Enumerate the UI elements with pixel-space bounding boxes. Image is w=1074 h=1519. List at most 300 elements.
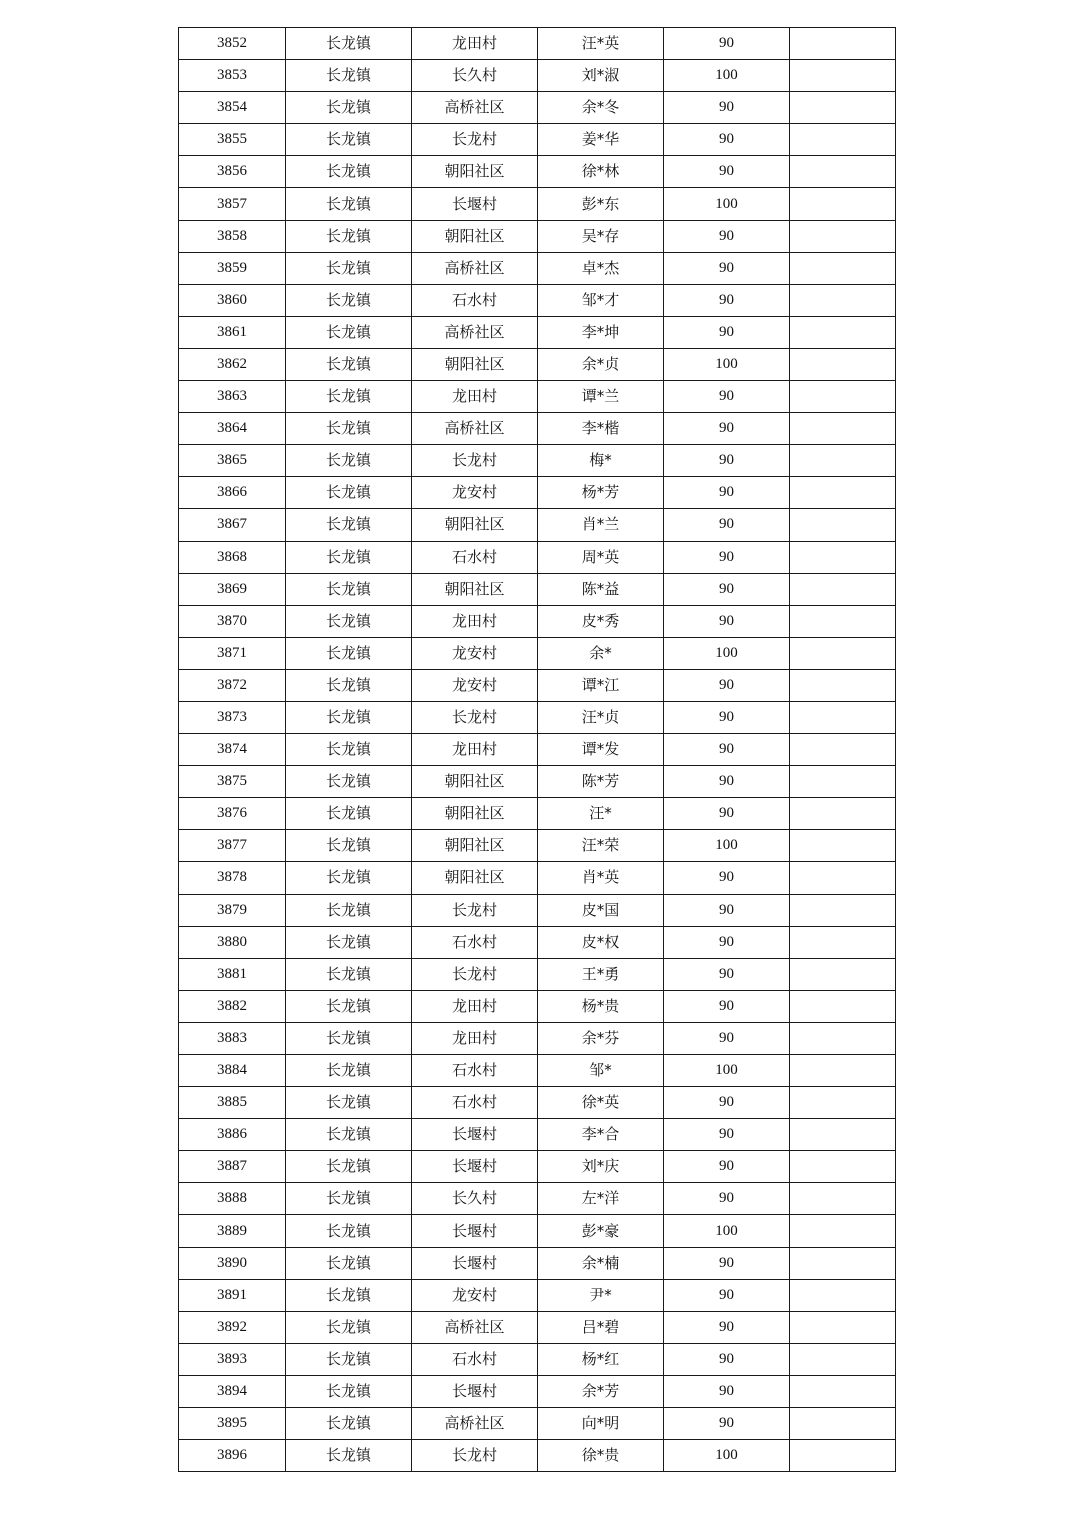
- cell-amount: 90: [664, 92, 790, 124]
- cell-serial-number: 3878: [179, 862, 286, 894]
- table-row: [179, 1022, 896, 1054]
- cell-village: 龙田村: [412, 1022, 538, 1054]
- cell-serial-number: 3876: [179, 798, 286, 830]
- cell-person-name: 陈*芳: [538, 766, 664, 798]
- cell-serial-number: 3872: [179, 669, 286, 701]
- cell-serial-number: 3887: [179, 1151, 286, 1183]
- table-row: [179, 1151, 896, 1183]
- table-row: [179, 798, 896, 830]
- cell-village: 高桥社区: [412, 92, 538, 124]
- table-row: [179, 477, 896, 509]
- cell-town: 长龙镇: [286, 1183, 412, 1215]
- cell-town: 长龙镇: [286, 1279, 412, 1311]
- cell-note: [790, 958, 896, 990]
- cell-village: 高桥社区: [412, 316, 538, 348]
- cell-village: 朝阳社区: [412, 798, 538, 830]
- cell-town: 长龙镇: [286, 1215, 412, 1247]
- cell-serial-number: 3857: [179, 188, 286, 220]
- cell-person-name: 汪*贞: [538, 701, 664, 733]
- table-row: [179, 60, 896, 92]
- cell-village: 石水村: [412, 1055, 538, 1087]
- cell-serial-number: 3860: [179, 284, 286, 316]
- cell-person-name: 肖*兰: [538, 509, 664, 541]
- cell-amount: 90: [664, 1408, 790, 1440]
- table-row: [179, 381, 896, 413]
- cell-amount: 90: [664, 445, 790, 477]
- cell-serial-number: 3875: [179, 766, 286, 798]
- cell-amount: 90: [664, 381, 790, 413]
- cell-person-name: 杨*贵: [538, 990, 664, 1022]
- cell-amount: 100: [664, 1055, 790, 1087]
- cell-village: 龙安村: [412, 637, 538, 669]
- cell-note: [790, 1022, 896, 1054]
- cell-amount: 90: [664, 1119, 790, 1151]
- cell-village: 长龙村: [412, 894, 538, 926]
- cell-person-name: 皮*秀: [538, 605, 664, 637]
- cell-amount: 90: [664, 1279, 790, 1311]
- table-row: [179, 348, 896, 380]
- cell-note: [790, 124, 896, 156]
- cell-person-name: 姜*华: [538, 124, 664, 156]
- cell-town: 长龙镇: [286, 1440, 412, 1472]
- cell-town: 长龙镇: [286, 1311, 412, 1343]
- cell-note: [790, 445, 896, 477]
- table-row: [179, 766, 896, 798]
- cell-note: [790, 348, 896, 380]
- cell-serial-number: 3852: [179, 28, 286, 60]
- cell-serial-number: 3855: [179, 124, 286, 156]
- cell-person-name: 邹*才: [538, 284, 664, 316]
- cell-village: 龙安村: [412, 1279, 538, 1311]
- cell-note: [790, 1408, 896, 1440]
- cell-person-name: 王*勇: [538, 958, 664, 990]
- cell-person-name: 谭*发: [538, 734, 664, 766]
- table-row: [179, 573, 896, 605]
- table-row: [179, 1440, 896, 1472]
- cell-note: [790, 1279, 896, 1311]
- cell-village: 长堰村: [412, 1119, 538, 1151]
- cell-person-name: 皮*国: [538, 894, 664, 926]
- cell-town: 长龙镇: [286, 701, 412, 733]
- cell-serial-number: 3868: [179, 541, 286, 573]
- cell-amount: 90: [664, 798, 790, 830]
- cell-person-name: 汪*英: [538, 28, 664, 60]
- cell-village: 朝阳社区: [412, 220, 538, 252]
- cell-serial-number: 3874: [179, 734, 286, 766]
- cell-village: 龙田村: [412, 28, 538, 60]
- table-row: [179, 1087, 896, 1119]
- table-row: [179, 830, 896, 862]
- cell-village: 长堰村: [412, 1247, 538, 1279]
- cell-town: 长龙镇: [286, 124, 412, 156]
- table-row: [179, 958, 896, 990]
- cell-village: 朝阳社区: [412, 509, 538, 541]
- cell-note: [790, 573, 896, 605]
- cell-person-name: 谭*兰: [538, 381, 664, 413]
- cell-note: [790, 477, 896, 509]
- cell-village: 龙安村: [412, 669, 538, 701]
- cell-village: 高桥社区: [412, 413, 538, 445]
- cell-amount: 90: [664, 220, 790, 252]
- cell-person-name: 余*: [538, 637, 664, 669]
- table-row: [179, 1247, 896, 1279]
- cell-village: 朝阳社区: [412, 156, 538, 188]
- cell-amount: 100: [664, 348, 790, 380]
- cell-town: 长龙镇: [286, 156, 412, 188]
- cell-amount: 90: [664, 958, 790, 990]
- cell-town: 长龙镇: [286, 637, 412, 669]
- cell-note: [790, 1119, 896, 1151]
- cell-village: 龙田村: [412, 381, 538, 413]
- cell-village: 龙田村: [412, 605, 538, 637]
- cell-person-name: 谭*江: [538, 669, 664, 701]
- table-row: [179, 316, 896, 348]
- cell-town: 长龙镇: [286, 445, 412, 477]
- cell-serial-number: 3885: [179, 1087, 286, 1119]
- cell-person-name: 汪*荣: [538, 830, 664, 862]
- table-row: [179, 156, 896, 188]
- cell-village: 石水村: [412, 284, 538, 316]
- cell-village: 高桥社区: [412, 252, 538, 284]
- cell-amount: 90: [664, 541, 790, 573]
- cell-person-name: 余*贞: [538, 348, 664, 380]
- cell-town: 长龙镇: [286, 1055, 412, 1087]
- cell-town: 长龙镇: [286, 188, 412, 220]
- cell-amount: 90: [664, 894, 790, 926]
- cell-town: 长龙镇: [286, 60, 412, 92]
- table-row: [179, 990, 896, 1022]
- cell-note: [790, 541, 896, 573]
- cell-amount: 90: [664, 1087, 790, 1119]
- cell-person-name: 尹*: [538, 1279, 664, 1311]
- table-row: [179, 220, 896, 252]
- cell-note: [790, 188, 896, 220]
- cell-note: [790, 830, 896, 862]
- cell-village: 龙田村: [412, 990, 538, 1022]
- cell-note: [790, 605, 896, 637]
- cell-serial-number: 3883: [179, 1022, 286, 1054]
- cell-person-name: 彭*东: [538, 188, 664, 220]
- cell-town: 长龙镇: [286, 1087, 412, 1119]
- table-row: [179, 862, 896, 894]
- cell-person-name: 余*冬: [538, 92, 664, 124]
- cell-person-name: 皮*权: [538, 926, 664, 958]
- cell-person-name: 徐*林: [538, 156, 664, 188]
- cell-amount: 90: [664, 413, 790, 445]
- cell-serial-number: 3858: [179, 220, 286, 252]
- table-row: [179, 926, 896, 958]
- table-row: [179, 541, 896, 573]
- cell-note: [790, 1375, 896, 1407]
- cell-serial-number: 3873: [179, 701, 286, 733]
- cell-town: 长龙镇: [286, 573, 412, 605]
- cell-note: [790, 156, 896, 188]
- cell-village: 长久村: [412, 1183, 538, 1215]
- cell-person-name: 陈*益: [538, 573, 664, 605]
- cell-note: [790, 1087, 896, 1119]
- table-row: [179, 1408, 896, 1440]
- cell-note: [790, 316, 896, 348]
- cell-town: 长龙镇: [286, 605, 412, 637]
- cell-serial-number: 3869: [179, 573, 286, 605]
- cell-serial-number: 3877: [179, 830, 286, 862]
- cell-note: [790, 92, 896, 124]
- cell-amount: 100: [664, 830, 790, 862]
- cell-amount: 90: [664, 477, 790, 509]
- cell-serial-number: 3893: [179, 1343, 286, 1375]
- table-row: [179, 445, 896, 477]
- cell-person-name: 余*芬: [538, 1022, 664, 1054]
- cell-note: [790, 1343, 896, 1375]
- cell-village: 长龙村: [412, 958, 538, 990]
- table-row: [179, 28, 896, 60]
- cell-village: 龙安村: [412, 477, 538, 509]
- cell-town: 长龙镇: [286, 92, 412, 124]
- cell-serial-number: 3884: [179, 1055, 286, 1087]
- cell-serial-number: 3892: [179, 1311, 286, 1343]
- cell-serial-number: 3890: [179, 1247, 286, 1279]
- cell-amount: 90: [664, 605, 790, 637]
- cell-village: 朝阳社区: [412, 862, 538, 894]
- table-row: [179, 1343, 896, 1375]
- cell-note: [790, 894, 896, 926]
- cell-village: 长堰村: [412, 1151, 538, 1183]
- cell-serial-number: 3886: [179, 1119, 286, 1151]
- cell-amount: 100: [664, 637, 790, 669]
- cell-person-name: 徐*贵: [538, 1440, 664, 1472]
- cell-amount: 90: [664, 1247, 790, 1279]
- cell-person-name: 肖*英: [538, 862, 664, 894]
- cell-person-name: 李*合: [538, 1119, 664, 1151]
- cell-note: [790, 220, 896, 252]
- cell-village: 龙田村: [412, 734, 538, 766]
- table-row: [179, 1375, 896, 1407]
- cell-amount: 100: [664, 60, 790, 92]
- table-row: [179, 1055, 896, 1087]
- cell-village: 高桥社区: [412, 1311, 538, 1343]
- cell-person-name: 余*芳: [538, 1375, 664, 1407]
- cell-person-name: 汪*: [538, 798, 664, 830]
- cell-village: 长龙村: [412, 701, 538, 733]
- cell-serial-number: 3856: [179, 156, 286, 188]
- cell-note: [790, 1151, 896, 1183]
- cell-serial-number: 3864: [179, 413, 286, 445]
- cell-person-name: 向*明: [538, 1408, 664, 1440]
- table-row: [179, 1311, 896, 1343]
- cell-amount: 90: [664, 573, 790, 605]
- cell-note: [790, 252, 896, 284]
- table-row: [179, 284, 896, 316]
- cell-serial-number: 3879: [179, 894, 286, 926]
- table-row: [179, 605, 896, 637]
- cell-serial-number: 3863: [179, 381, 286, 413]
- table-row: [179, 669, 896, 701]
- cell-town: 长龙镇: [286, 1151, 412, 1183]
- table-row: [179, 701, 896, 733]
- cell-note: [790, 862, 896, 894]
- cell-person-name: 左*洋: [538, 1183, 664, 1215]
- cell-person-name: 彭*豪: [538, 1215, 664, 1247]
- cell-village: 长堰村: [412, 188, 538, 220]
- cell-person-name: 余*楠: [538, 1247, 664, 1279]
- table-body: [179, 28, 896, 1472]
- cell-note: [790, 701, 896, 733]
- cell-note: [790, 284, 896, 316]
- cell-town: 长龙镇: [286, 509, 412, 541]
- table-row: [179, 1215, 896, 1247]
- cell-town: 长龙镇: [286, 1119, 412, 1151]
- cell-person-name: 卓*杰: [538, 252, 664, 284]
- cell-serial-number: 3862: [179, 348, 286, 380]
- cell-amount: 100: [664, 188, 790, 220]
- cell-serial-number: 3895: [179, 1408, 286, 1440]
- table-row: [179, 637, 896, 669]
- cell-village: 长龙村: [412, 124, 538, 156]
- cell-town: 长龙镇: [286, 28, 412, 60]
- cell-amount: 90: [664, 1311, 790, 1343]
- cell-person-name: 徐*英: [538, 1087, 664, 1119]
- cell-serial-number: 3888: [179, 1183, 286, 1215]
- cell-note: [790, 1055, 896, 1087]
- cell-serial-number: 3871: [179, 637, 286, 669]
- cell-person-name: 杨*红: [538, 1343, 664, 1375]
- cell-amount: 90: [664, 284, 790, 316]
- cell-amount: 90: [664, 509, 790, 541]
- cell-amount: 90: [664, 1022, 790, 1054]
- cell-amount: 100: [664, 1440, 790, 1472]
- cell-amount: 90: [664, 926, 790, 958]
- cell-amount: 100: [664, 1215, 790, 1247]
- cell-town: 长龙镇: [286, 477, 412, 509]
- cell-serial-number: 3896: [179, 1440, 286, 1472]
- table-row: [179, 1119, 896, 1151]
- cell-serial-number: 3854: [179, 92, 286, 124]
- cell-town: 长龙镇: [286, 669, 412, 701]
- cell-village: 长龙村: [412, 1440, 538, 1472]
- cell-amount: 90: [664, 862, 790, 894]
- cell-person-name: 杨*芳: [538, 477, 664, 509]
- cell-amount: 90: [664, 701, 790, 733]
- cell-serial-number: 3880: [179, 926, 286, 958]
- cell-amount: 90: [664, 1151, 790, 1183]
- cell-serial-number: 3889: [179, 1215, 286, 1247]
- cell-town: 长龙镇: [286, 381, 412, 413]
- cell-town: 长龙镇: [286, 1408, 412, 1440]
- cell-serial-number: 3866: [179, 477, 286, 509]
- cell-note: [790, 60, 896, 92]
- cell-town: 长龙镇: [286, 1247, 412, 1279]
- cell-town: 长龙镇: [286, 862, 412, 894]
- cell-village: 朝阳社区: [412, 348, 538, 380]
- cell-serial-number: 3859: [179, 252, 286, 284]
- cell-note: [790, 1311, 896, 1343]
- cell-serial-number: 3891: [179, 1279, 286, 1311]
- cell-town: 长龙镇: [286, 798, 412, 830]
- cell-town: 长龙镇: [286, 1022, 412, 1054]
- cell-person-name: 邹*: [538, 1055, 664, 1087]
- cell-town: 长龙镇: [286, 734, 412, 766]
- cell-note: [790, 1183, 896, 1215]
- cell-village: 朝阳社区: [412, 573, 538, 605]
- cell-amount: 90: [664, 28, 790, 60]
- cell-person-name: 李*坤: [538, 316, 664, 348]
- cell-serial-number: 3870: [179, 605, 286, 637]
- cell-person-name: 吕*碧: [538, 1311, 664, 1343]
- cell-town: 长龙镇: [286, 926, 412, 958]
- cell-town: 长龙镇: [286, 284, 412, 316]
- cell-note: [790, 1247, 896, 1279]
- cell-town: 长龙镇: [286, 1343, 412, 1375]
- cell-person-name: 刘*庆: [538, 1151, 664, 1183]
- cell-village: 高桥社区: [412, 1408, 538, 1440]
- cell-village: 朝阳社区: [412, 766, 538, 798]
- cell-town: 长龙镇: [286, 413, 412, 445]
- table-row: [179, 413, 896, 445]
- cell-serial-number: 3882: [179, 990, 286, 1022]
- cell-town: 长龙镇: [286, 252, 412, 284]
- data-table: [178, 27, 896, 1472]
- cell-town: 长龙镇: [286, 958, 412, 990]
- cell-village: 石水村: [412, 1087, 538, 1119]
- cell-town: 长龙镇: [286, 348, 412, 380]
- table-row: [179, 894, 896, 926]
- cell-town: 长龙镇: [286, 316, 412, 348]
- cell-village: 长久村: [412, 60, 538, 92]
- cell-serial-number: 3894: [179, 1375, 286, 1407]
- cell-note: [790, 990, 896, 1022]
- cell-person-name: 吴*存: [538, 220, 664, 252]
- cell-village: 长龙村: [412, 445, 538, 477]
- cell-town: 长龙镇: [286, 990, 412, 1022]
- cell-note: [790, 413, 896, 445]
- table-row: [179, 1183, 896, 1215]
- cell-person-name: 周*英: [538, 541, 664, 573]
- cell-amount: 90: [664, 252, 790, 284]
- cell-amount: 90: [664, 156, 790, 188]
- table-row: [179, 252, 896, 284]
- cell-amount: 90: [664, 1375, 790, 1407]
- table-row: [179, 509, 896, 541]
- cell-note: [790, 509, 896, 541]
- table-row: [179, 1279, 896, 1311]
- cell-serial-number: 3867: [179, 509, 286, 541]
- cell-town: 长龙镇: [286, 220, 412, 252]
- cell-village: 石水村: [412, 541, 538, 573]
- cell-serial-number: 3881: [179, 958, 286, 990]
- cell-village: 石水村: [412, 1343, 538, 1375]
- cell-amount: 90: [664, 766, 790, 798]
- table-row: [179, 124, 896, 156]
- cell-town: 长龙镇: [286, 894, 412, 926]
- cell-note: [790, 1440, 896, 1472]
- cell-amount: 90: [664, 734, 790, 766]
- cell-note: [790, 669, 896, 701]
- cell-amount: 90: [664, 1343, 790, 1375]
- cell-person-name: 刘*淑: [538, 60, 664, 92]
- cell-village: 长堰村: [412, 1375, 538, 1407]
- table-row: [179, 92, 896, 124]
- cell-person-name: 李*楷: [538, 413, 664, 445]
- cell-amount: 90: [664, 990, 790, 1022]
- cell-note: [790, 766, 896, 798]
- cell-amount: 90: [664, 1183, 790, 1215]
- cell-town: 长龙镇: [286, 830, 412, 862]
- cell-note: [790, 381, 896, 413]
- cell-note: [790, 926, 896, 958]
- cell-note: [790, 734, 896, 766]
- cell-serial-number: 3865: [179, 445, 286, 477]
- cell-village: 石水村: [412, 926, 538, 958]
